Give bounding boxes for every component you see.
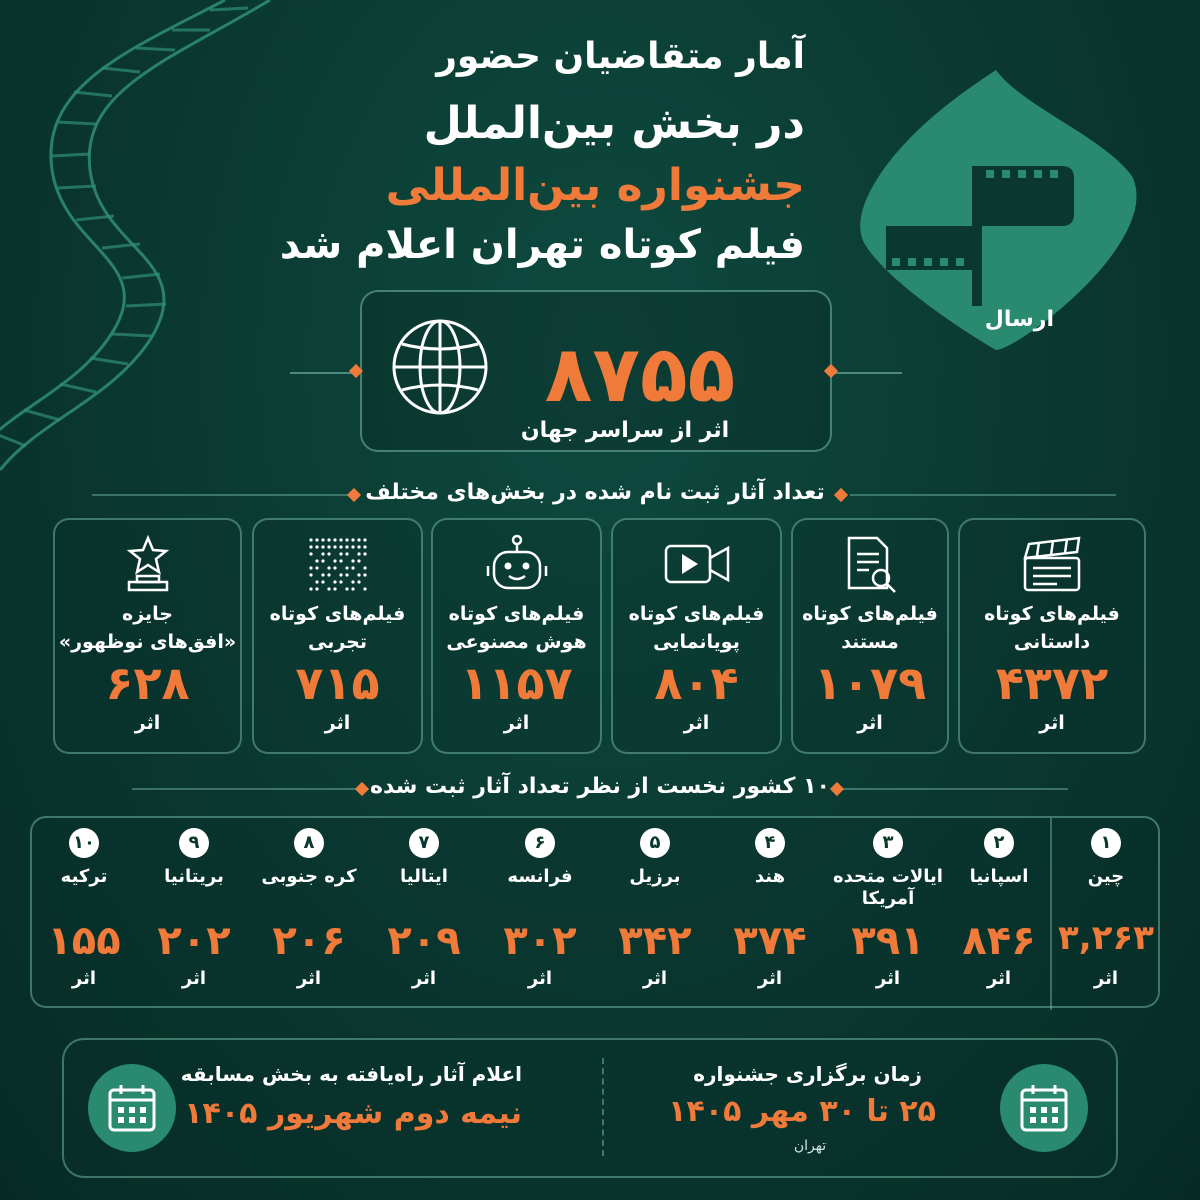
country-item <box>366 818 482 1010</box>
festival-time-label: زمان برگزاری جشنواره <box>693 1062 922 1086</box>
category-card-documentary <box>791 518 949 754</box>
festival-city: تهران <box>793 1138 827 1154</box>
clapperboard-icon <box>1017 534 1087 594</box>
country-name: اسپانیا <box>969 866 1029 887</box>
categories-title: تعداد آثار ثبت نام شده در بخش‌های مختلف <box>365 480 825 505</box>
category-label-sub: داستانی <box>1013 631 1091 653</box>
country-rank: ۹ <box>179 828 209 858</box>
countries-rule-left <box>132 788 360 790</box>
headline-line-3: جشنواره بین‌المللی <box>385 160 805 211</box>
country-item <box>1050 818 1162 1010</box>
top-countries-panel <box>30 816 1160 1008</box>
category-label-sub: پویانمایی <box>653 631 740 653</box>
country-unit: اثر <box>71 968 97 989</box>
star-trophy-icon <box>113 534 183 594</box>
category-card-fiction <box>958 518 1146 754</box>
country-name: هند <box>754 866 786 887</box>
country-item <box>712 818 828 1010</box>
country-count: ۲۰۹ <box>387 918 461 964</box>
country-rank: ۳ <box>873 828 903 858</box>
category-card-animation <box>611 518 782 754</box>
submissions-total: ۸۷۵۵ <box>544 330 736 420</box>
country-item <box>828 818 948 1010</box>
submissions-label: ارسال <box>984 307 1054 332</box>
country-name: برزیل <box>629 866 681 887</box>
dots-pattern-icon <box>303 534 373 594</box>
countries-diamond-right <box>830 782 844 796</box>
category-label: جایزه <box>122 603 173 625</box>
country-count: ۳۷۴ <box>733 918 807 964</box>
country-name: فرانسه <box>507 866 573 887</box>
category-count: ۸۰۴ <box>654 656 739 710</box>
country-unit: اثر <box>1093 968 1119 989</box>
country-unit: اثر <box>181 968 207 989</box>
category-card-experimental <box>252 518 423 754</box>
country-rank: ۲ <box>984 828 1014 858</box>
country-count: ۳,۲۶۳ <box>1058 918 1154 958</box>
category-label-sub: تجربی <box>307 631 367 653</box>
country-unit: اثر <box>642 968 668 989</box>
country-item <box>948 818 1050 1010</box>
country-unit: اثر <box>986 968 1012 989</box>
category-count: ۴۳۷۲ <box>995 656 1109 710</box>
festival-time-value: ۲۵ تا ۳۰ مهر ۱۴۰۵ <box>668 1094 936 1129</box>
country-rank: ۸ <box>294 828 324 858</box>
video-camera-icon <box>662 534 732 594</box>
country-rank: ۶ <box>525 828 555 858</box>
calendar-icon <box>1000 1064 1088 1152</box>
country-unit: اثر <box>296 968 322 989</box>
country-name: کره جنوبی <box>261 866 357 887</box>
category-label: فیلم‌های کوتاه <box>802 603 938 625</box>
categories-rule-left <box>92 494 350 496</box>
footer-divider <box>602 1058 604 1156</box>
country-separator <box>1050 818 1052 1010</box>
category-count: ۷۱۵ <box>295 656 380 710</box>
category-unit: اثر <box>503 712 530 734</box>
categories-diamond-left <box>347 488 361 502</box>
category-unit: اثر <box>683 712 710 734</box>
country-rank: ۴ <box>755 828 785 858</box>
hero-line-right <box>832 372 902 374</box>
country-unit: اثر <box>875 968 901 989</box>
announcement-label: اعلام آثار راه‌یافته به بخش مسابقه <box>180 1062 522 1086</box>
country-item <box>598 818 712 1010</box>
category-count: ۶۲۸ <box>105 656 190 710</box>
category-unit: اثر <box>1039 712 1065 734</box>
headline-line-4: فیلم کوتاه تهران اعلام شد <box>279 222 805 268</box>
category-label: فیلم‌های کوتاه <box>984 603 1120 625</box>
country-item <box>482 818 598 1010</box>
film-strip-decoration <box>0 0 290 480</box>
country-rank: ۵ <box>640 828 670 858</box>
country-count: ۳۴۲ <box>618 918 692 964</box>
country-count: ۱۵۵ <box>47 918 121 964</box>
country-name-sub: آمریکا <box>861 888 915 909</box>
country-unit: اثر <box>527 968 553 989</box>
category-count: ۱۰۷۹ <box>813 656 927 710</box>
countries-diamond-left <box>355 782 369 796</box>
headline-line-1: آمار متقاضیان حضور <box>436 36 805 77</box>
country-item <box>252 818 366 1010</box>
category-label-sub: مستند <box>841 631 899 653</box>
country-count: ۳۹۱ <box>851 918 925 964</box>
submissions-subtitle: اثر از سراسر جهان <box>520 418 730 443</box>
categories-rule-right <box>850 494 1116 496</box>
country-rank: ۱ <box>1091 828 1121 858</box>
country-count: ۲۰۲ <box>157 918 231 964</box>
headline-line-2: در بخش بین‌الملل <box>423 98 805 149</box>
country-item <box>136 818 252 1010</box>
country-name: ایتالیا <box>400 866 448 887</box>
category-card-ai <box>431 518 602 754</box>
country-rank: ۱۰ <box>69 828 99 858</box>
category-card-emerging-horizons <box>53 518 242 754</box>
categories-diamond-right <box>834 488 848 502</box>
calendar-icon <box>88 1064 176 1152</box>
announcement-date: نیمه دوم شهریور ۱۴۰۵ <box>184 1096 522 1131</box>
country-count: ۲۰۶ <box>272 918 346 964</box>
country-count: ۸۴۶ <box>962 918 1036 964</box>
globe-icon <box>385 312 495 422</box>
category-label-sub: هوش مصنوعی <box>446 631 587 653</box>
category-label: فیلم‌های کوتاه <box>269 603 406 625</box>
category-label: فیلم‌های کوتاه <box>628 603 765 625</box>
category-unit: اثر <box>857 712 883 734</box>
document-search-icon <box>835 534 905 594</box>
country-name: ایالات متحده <box>833 866 943 887</box>
country-count: ۳۰۲ <box>503 918 577 964</box>
country-rank: ۷ <box>409 828 439 858</box>
country-name: بریتانیا <box>164 866 224 887</box>
countries-rule-right <box>842 788 1068 790</box>
category-unit: اثر <box>324 712 351 734</box>
country-item <box>32 818 136 1010</box>
country-name: ترکیه <box>60 866 108 887</box>
country-unit: اثر <box>757 968 783 989</box>
country-name: چین <box>1087 866 1125 887</box>
category-label: فیلم‌های کوتاه <box>448 603 585 625</box>
category-label-sub: «افق‌های نوظهور» <box>58 631 237 653</box>
country-unit: اثر <box>411 968 437 989</box>
countries-title: ۱۰ کشور نخست از نظر تعداد آثار ثبت شده <box>370 774 830 799</box>
category-count: ۱۱۵۷ <box>460 656 573 710</box>
robot-icon <box>482 534 552 594</box>
category-unit: اثر <box>134 712 161 734</box>
